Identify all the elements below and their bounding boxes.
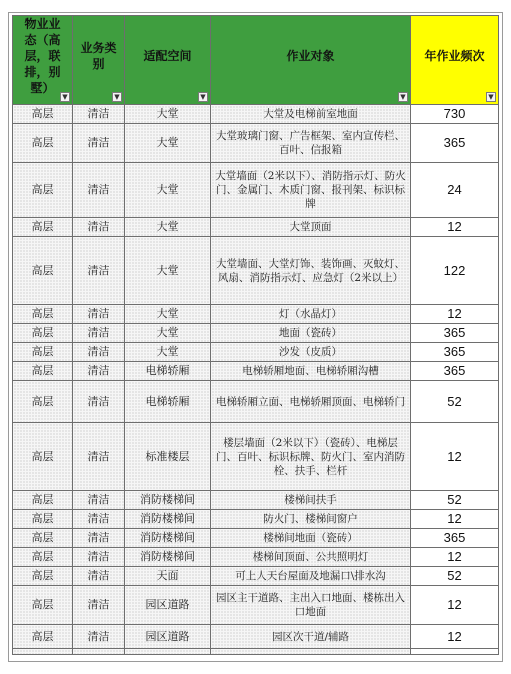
cell-property-type[interactable]: 高层 (13, 362, 73, 381)
cell-business-category[interactable]: 清洁 (73, 423, 125, 491)
table-row (13, 423, 499, 491)
cell-work-object[interactable]: 楼梯间地面（瓷砖） (211, 529, 411, 548)
cell-business-category[interactable]: 清洁 (73, 343, 125, 362)
cell-work-object[interactable]: 楼梯间扶手 (211, 491, 411, 510)
cell-annual-frequency[interactable]: 24 (411, 163, 499, 218)
cell-annual-frequency[interactable]: 12 (411, 548, 499, 567)
header-annual-frequency: 年作业频次 ▼ (411, 16, 499, 105)
cell-business-category[interactable]: 清洁 (73, 305, 125, 324)
cell-business-category[interactable]: 清洁 (73, 586, 125, 625)
cell-work-object[interactable]: 楼梯间顶面、公共照明灯 (211, 548, 411, 567)
cell-work-object[interactable]: 电梯轿厢立面、电梯轿厢顶面、电梯轿门 (211, 381, 411, 423)
cell-work-object[interactable]: 电梯轿厢地面、电梯轿厢沟槽 (211, 362, 411, 381)
table-row (13, 491, 499, 510)
cell-property-type[interactable]: 高层 (13, 548, 73, 567)
cell-space[interactable]: 大堂 (125, 343, 211, 362)
cell-business-category[interactable]: 清洁 (73, 124, 125, 163)
cell-annual-frequency[interactable]: 52 (411, 381, 499, 423)
cell-space[interactable]: 消防楼梯间 (125, 548, 211, 567)
cell-space[interactable]: 消防楼梯间 (125, 491, 211, 510)
cell-annual-frequency[interactable]: 365 (411, 343, 499, 362)
table-cell-partial (211, 649, 411, 655)
cell-space[interactable]: 电梯轿厢 (125, 362, 211, 381)
cell-property-type[interactable]: 高层 (13, 237, 73, 305)
table-row (13, 218, 499, 237)
cell-space[interactable]: 标准楼层 (125, 423, 211, 491)
table-row (13, 237, 499, 305)
cell-space[interactable]: 大堂 (125, 237, 211, 305)
table-row (13, 567, 499, 586)
cell-annual-frequency[interactable]: 12 (411, 423, 499, 491)
spreadsheet-frame (8, 12, 503, 662)
cell-annual-frequency[interactable]: 365 (411, 124, 499, 163)
cell-work-object[interactable]: 灯（水晶灯） (211, 305, 411, 324)
cell-property-type[interactable]: 高层 (13, 567, 73, 586)
cell-property-type[interactable]: 高层 (13, 105, 73, 124)
cell-space[interactable]: 大堂 (125, 218, 211, 237)
cell-business-category[interactable]: 清洁 (73, 625, 125, 649)
cell-annual-frequency[interactable]: 122 (411, 237, 499, 305)
cell-business-category[interactable]: 清洁 (73, 105, 125, 124)
cell-annual-frequency[interactable]: 12 (411, 586, 499, 625)
cell-work-object[interactable]: 楼层墙面（2米以下）（瓷砖）、电梯层门、百叶、标识标牌、防火门、室内消防栓、扶手、栏杆 (211, 423, 411, 491)
table-row (13, 548, 499, 567)
cell-annual-frequency[interactable]: 52 (411, 567, 499, 586)
table-row (13, 324, 499, 343)
header-work-object: 作业对象 ▼ (211, 16, 411, 105)
cell-annual-frequency[interactable]: 12 (411, 218, 499, 237)
cell-work-object[interactable]: 地面（瓷砖） (211, 324, 411, 343)
cell-work-object[interactable]: 大堂顶面 (211, 218, 411, 237)
cell-work-object[interactable]: 大堂墙面、大堂灯饰、装饰画、灭蚊灯、风扇、消防指示灯、应急灯（2米以上） (211, 237, 411, 305)
cell-business-category[interactable]: 清洁 (73, 163, 125, 218)
cell-annual-frequency[interactable]: 12 (411, 510, 499, 529)
table-cell-partial (73, 649, 125, 655)
cell-business-category[interactable]: 清洁 (73, 491, 125, 510)
cell-property-type[interactable]: 高层 (13, 423, 73, 491)
cell-space[interactable]: 大堂 (125, 124, 211, 163)
cell-property-type[interactable]: 高层 (13, 586, 73, 625)
cell-business-category[interactable]: 清洁 (73, 510, 125, 529)
cell-space[interactable]: 园区道路 (125, 625, 211, 649)
cell-business-category[interactable]: 清洁 (73, 218, 125, 237)
table-row-partial (13, 649, 499, 655)
table-cell-partial (411, 649, 499, 655)
filter-dropdown-icon[interactable]: ▼ (60, 92, 70, 102)
table-cell-partial (125, 649, 211, 655)
table-row (13, 305, 499, 324)
cell-space[interactable]: 大堂 (125, 105, 211, 124)
header-property-type: 物业业态（高层，联排，别墅） ▼ (13, 16, 73, 105)
cell-property-type[interactable]: 高层 (13, 324, 73, 343)
cell-annual-frequency[interactable]: 12 (411, 625, 499, 649)
cell-business-category[interactable]: 清洁 (73, 237, 125, 305)
cell-annual-frequency[interactable]: 365 (411, 324, 499, 343)
cell-space[interactable]: 天面 (125, 567, 211, 586)
table-row (13, 105, 499, 124)
cell-property-type[interactable]: 高层 (13, 491, 73, 510)
cell-business-category[interactable]: 清洁 (73, 324, 125, 343)
cell-work-object[interactable]: 大堂墙面（2米以下）、消防指示灯、防火门、金属门、木质门窗、报刊架、标识标牌 (211, 163, 411, 218)
cell-property-type[interactable]: 高层 (13, 381, 73, 423)
cell-annual-frequency[interactable]: 365 (411, 362, 499, 381)
cell-property-type[interactable]: 高层 (13, 343, 73, 362)
cell-work-object[interactable]: 大堂及电梯前室地面 (211, 105, 411, 124)
cleaning-frequency-table (12, 15, 499, 655)
cell-work-object[interactable]: 可上人天台屋面及地漏口\排水沟 (211, 567, 411, 586)
cell-annual-frequency[interactable]: 52 (411, 491, 499, 510)
cell-business-category[interactable]: 清洁 (73, 529, 125, 548)
header-space: 适配空间 ▼ (125, 16, 211, 105)
table-row (13, 163, 499, 218)
cell-business-category[interactable]: 清洁 (73, 381, 125, 423)
cell-space[interactable]: 大堂 (125, 305, 211, 324)
filter-dropdown-icon[interactable]: ▼ (112, 92, 122, 102)
header-row (13, 16, 499, 105)
cell-property-type[interactable]: 高层 (13, 510, 73, 529)
cell-work-object[interactable]: 防火门、楼梯间窗户 (211, 510, 411, 529)
cell-space[interactable]: 大堂 (125, 163, 211, 218)
cell-annual-frequency[interactable]: 365 (411, 529, 499, 548)
cell-property-type[interactable]: 高层 (13, 163, 73, 218)
table-cell-partial (13, 649, 73, 655)
cell-property-type[interactable]: 高层 (13, 124, 73, 163)
cell-space[interactable]: 电梯轿厢 (125, 381, 211, 423)
cell-work-object[interactable]: 园区次干道/辅路 (211, 625, 411, 649)
cell-property-type[interactable]: 高层 (13, 305, 73, 324)
cell-property-type[interactable]: 高层 (13, 529, 73, 548)
filter-dropdown-icon[interactable]: ▼ (398, 92, 408, 102)
cell-work-object[interactable]: 大堂玻璃门窗、广告框架、室内宣传栏、百叶、信报箱 (211, 124, 411, 163)
cell-space[interactable]: 大堂 (125, 324, 211, 343)
table-row (13, 586, 499, 625)
table-row (13, 343, 499, 362)
cell-business-category[interactable]: 清洁 (73, 548, 125, 567)
table-row (13, 529, 499, 548)
cell-work-object[interactable]: 园区主干道路、主出入口地面、楼栋出入口地面 (211, 586, 411, 625)
table-row (13, 625, 499, 649)
cell-work-object[interactable]: 沙发（皮质） (211, 343, 411, 362)
filter-dropdown-icon[interactable]: ▼ (198, 92, 208, 102)
table-row (13, 124, 499, 163)
cell-business-category[interactable]: 清洁 (73, 567, 125, 586)
cell-business-category[interactable]: 清洁 (73, 362, 125, 381)
filter-dropdown-icon[interactable]: ▼ (486, 92, 496, 102)
cell-annual-frequency[interactable]: 12 (411, 305, 499, 324)
cell-space[interactable]: 消防楼梯间 (125, 510, 211, 529)
cell-space[interactable]: 园区道路 (125, 586, 211, 625)
cell-space[interactable]: 消防楼梯间 (125, 529, 211, 548)
cell-annual-frequency[interactable]: 730 (411, 105, 499, 124)
cell-property-type[interactable]: 高层 (13, 218, 73, 237)
cell-property-type[interactable]: 高层 (13, 625, 73, 649)
table-row (13, 381, 499, 423)
table-row (13, 362, 499, 381)
header-business-category: 业务类别 ▼ (73, 16, 125, 105)
table-row (13, 510, 499, 529)
